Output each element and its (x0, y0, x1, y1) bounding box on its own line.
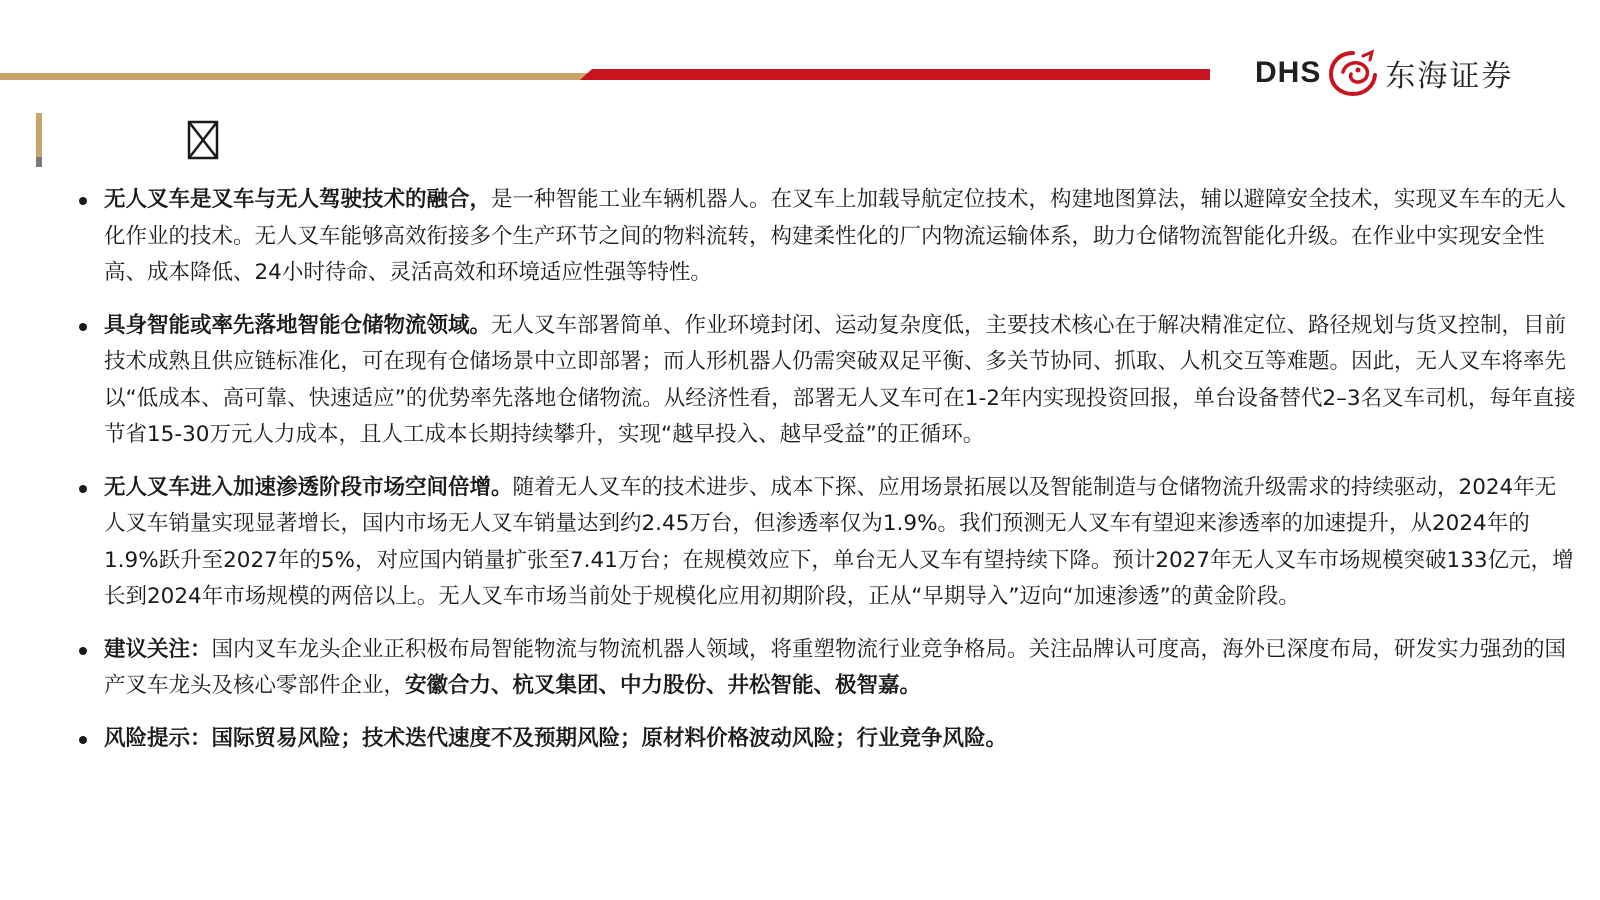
company-logo (1255, 48, 1513, 98)
dragon-logo-icon (1325, 48, 1381, 98)
logo-company-name: 东海证券 (1385, 59, 1514, 94)
bullet-item-risk (76, 721, 1576, 758)
bullet-lead: 无人叉车进入加速渗透阶段市场空间倍增。 (104, 474, 513, 500)
bullet-lead: 风险提示：国际贸易风险；技术迭代速度不及预期风险；原材料价格波动风险；行业竞争风险。 (104, 725, 1008, 751)
bullet-body: 无人叉车部署简单、作业环境封闭、运动复杂度低，主要技术核心在于解决精准定位、路径规划与货叉控制，目前技术成熟且供应链标准化，可在现有仓储场景中立即部署；而人形机器人仍需突破双足平衡、多关节协同、抓取、人机交互等难题。因此，无人叉车将率先以“低成本、高可靠、快速适应”的优势率先落地仓储物流。从经济性看，部署无人叉车可在1-2年内实现投资回报，单台设备替代2–3名叉车司机，每年直接节省15-30万元人力成本，且人工成本长期持续攀升，实现“越早投入、越早受益”的正循环。 (104, 312, 1576, 447)
bullet-item-recommendation (76, 632, 1576, 705)
bullet-body: 是一种智能工业车辆机器人。在叉车上加载导航定位技术，构建地图算法，辅以避障安全技术，实现叉车车的无人化作业的技术。无人叉车能够高效衔接多个生产环节之间的物料流转，构建柔性化的厂内物流运输体系，助力仓储物流智能化升级。在作业中实现安全性高、成本降低、24小时待命、灵活高效和环境适应性强等特性。 (104, 187, 1567, 285)
bullet-lead: 建议关注： (104, 636, 212, 662)
bullet-item-fusion (76, 182, 1576, 292)
bullet-item-penetration (76, 470, 1576, 616)
logo-latin-text: DHS (1255, 56, 1322, 89)
bullet-lead: 具身智能或率先落地智能仓储物流领域。 (104, 312, 492, 338)
title-accent-mark (36, 113, 42, 167)
bullet-lead: 无人叉车是叉车与无人驾驶技术的融合， (104, 187, 492, 212)
bullet-companies: 安徽合力、杭叉集团、中力股份、井松智能、极智嘉。 (405, 673, 922, 698)
bullet-body: 随着无人叉车的技术进步、成本下探、应用场景拓展以及智能制造与仓储物流升级需求的持续驱动，2024年无人叉车销量实现显著增长，国内市场无人叉车销量达到约2.45万台，但渗透率仅为1.9%。我们预测无人叉车有望迎来渗透率的加速提升，从2024年的1.9%跃升至2027年的5%，对应国内销量扩张至7.41万台；在规模效应下，单台无人叉车有望持续下降。预计2027年无人叉车市场规模突破133亿元，增长到2024年市场规模的两倍以上。无人叉车市场当前处于规模化应用初期阶段，正从“早期导入”迈向“加速渗透”的黄金阶段。 (104, 474, 1574, 609)
bullet-list (76, 182, 1576, 773)
bullet-body: 国内叉车龙头企业正积极布局智能物流与物流机器人领域，将重塑物流行业竞争格局。关注品牌认可度高，海外已深度布局，研发实力强劲的国产叉车龙头及核心零部件企业， (104, 636, 1567, 698)
bullet-item-embodied (76, 308, 1576, 454)
missing-glyph-icon (187, 120, 219, 160)
header-red-bar (580, 69, 1210, 80)
header-gold-bar (0, 73, 590, 80)
